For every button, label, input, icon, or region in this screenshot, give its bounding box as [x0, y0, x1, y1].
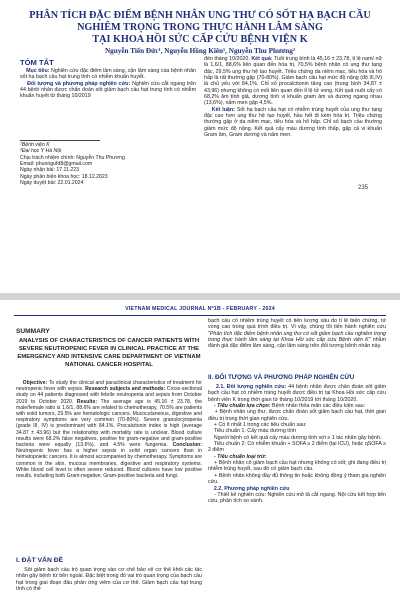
affiliation-2: ²Đại học Y Hà Nội [20, 148, 62, 155]
introduction-heading: I. ĐẶT VẤN ĐỀ [16, 557, 64, 564]
summary-title: ANALYSIS OF CHARACTERISTICS OF CANCER PATIENTS WITH SEVERE NEUTROPENIC FEVER IN CLINICAL PRACTICE AT THE EMERGENCY AND INTENSIVE CARE DEPARTMENT OF VIETNAM NATIONAL CANCER HOSPITAL [17, 338, 201, 368]
period-text: đến tháng 10/2020. [204, 56, 250, 62]
objective-text: Nghiên cứu đặc điểm lâm sàng, cận lâm sàng của bệnh nhân sốt hạ bạch cầu hạt trung tính có nhiễm khuẩn huyết. [20, 68, 196, 81]
conclusion-text: Sốt hạ bạch cầu hạt có nhiễm trùng huyết của ung thư tạng đặc cao hơn ung thư hệ tạo huyết, hầu hết đi kèm hóa trị. Triệu chứng thường gặp ở da niêm mạc, tiêu hóa và hô hấp. Chỉ số bạch cầu thường giảm mức độ nặng. Kết quả cấy máu dương tính thấp, gặp cả vi khuẩn Gram âm, Gram dương và nấm men. [204, 106, 382, 139]
intro-continuation-text: bạch cầu có nhiễm trùng huyết có tiên lượng xấu do tỉ lệ biến chứng, tử vong cao trong quá trình điều trị. Vì vậy, chúng tôi tiến hành nghiên cứu [208, 318, 386, 331]
date-reviewed: Ngày phản biện khoa học: 18.12.2023 [20, 173, 108, 180]
intro-aim-text: nhằm đánh giá đặc điểm lâm sàng, cận lâm sàng trên đối tượng bệnh nhân này. [208, 337, 386, 350]
design-text: - Thiết kế nghiên cứu: Nghiên cứu mô tả cắt ngang. Nội cứu kết hợp tiến cứu, phân tích so sánh. [208, 491, 386, 505]
methods-heading: II. ĐỐI TƯỢNG VÀ PHƯƠNG PHÁP NGHIÊN CỨU [208, 374, 355, 381]
page-separator [0, 293, 400, 300]
summary-conclusion-text: Neutropenic fever has a higher sepsis in solid organ cancers than in hematopoietic cancers. It is almost accompanied by chemotherapy. Symptoms are common in the skin, mucous membranes, digestive and respiratory systems. White blood cell level is often severe reduced. Blood cultures have low positive results, including both Gram-negative; Gram-positive bacteria and fungi. [16, 448, 202, 480]
authors-line: Nguyễn Tiến Đức¹, Nguyễn Hồng Kiên¹, Nguyễn Thu Phương² [104, 47, 295, 55]
abstract-period [204, 56, 382, 107]
introduction-paragraph: Sốt giảm bạch cầu trò quan trọng vào cơ chế bảo vệ cơ thể khỏi các tác nhân gây bệnh từ bên ngoài. Đặc biệt trong đó vai trò quan trọng của bạch cầu hạt trong giai đoạn đầu phản ứng viêm của cơ thể. Giảm bạch cầu hạt trung tính có thể [16, 567, 202, 593]
subjects-text: 44 bệnh nhân được chẩn đoán sốt giảm bạch cầu hạt có nhiễm trùng huyết được điều trị tại Khoa Hồi sức cấp cứu bệnh viện K trong thời gian từ tháng 10/2019 tới tháng 10/2020. [208, 384, 386, 403]
inclusion-label: - Tiêu chuẩn lựa chọn: [213, 403, 271, 410]
article-page-2 [0, 300, 400, 600]
footnote-divider [20, 140, 100, 141]
exclusion-label: - Tiêu chuẩn loại trừ: [213, 453, 267, 460]
summary-methods-label: Research subjects and methods: [85, 386, 166, 393]
summary-conclusion-label: Conclusion: [172, 442, 202, 449]
objective-label: Mục tiêu: [26, 68, 50, 74]
corresponding-author: Chịu trách nhiệm chính: Nguyễn Thu Phương [20, 154, 125, 161]
abstract-left-column [20, 68, 196, 120]
article-title-line-2: NGHIÊM TRỌNG TRONG THỰC HÀNH LÂM SÀNG [77, 22, 323, 33]
article-page-1 [0, 0, 400, 293]
article-title-line-1: PHÂN TÍCH ĐẶC ĐIỂM BỆNH NHÂN UNG THƯ CÓ SỐT HẠ BẠCH CẦU [29, 10, 371, 21]
inclusion-text: Bệnh nhân thỏa mãn các điều kiện sau: [272, 403, 366, 410]
abstract-methods [20, 81, 196, 100]
summary-results-label: Results: [76, 398, 98, 405]
results-text: Tuổi trung bình là 45,16 ± 23,78, tỉ lệ nam/ nữ là 1,6/1, 88,6% liên quan đến hóa trị, 70,5% bệnh nhân có ung thư tạng đặc, 29,5% ung thư hệ tạo huyết. Triệu chứng da niêm mạc, tiêu hóa và hô hấp là rất thường gặp (70-80%). Giảm bạch cầu hạt mức độ nặng (độ III,IV) là chủ yếu với 84,1%. Chỉ số procalcitonin tăng cao (trung bình 34,87 ± 43,96) nhưng không có mối liên quan đến tỉ lệ tử vong. Kết quả nuôi cấy có 68,2% âm tính giả, dương tính vi khuẩn gram âm và dương ngang nhau (13,6%), nấm men gặp 4,5%. [204, 56, 382, 107]
header-rule [14, 315, 386, 316]
abstract-objective [20, 68, 196, 81]
affiliation-1: ¹Bệnh viện K [20, 142, 50, 148]
abstract-right-column [204, 56, 382, 198]
date-accepted: Ngày duyệt bài: 22.01.2024 [20, 180, 84, 187]
footnote-block [20, 142, 196, 186]
subjects-subheading: 2.1. Đối tượng nghiên cứu: [215, 384, 287, 390]
introduction-text [16, 567, 202, 598]
criterion-2: Tiêu chuẩn 2: Có nhiễm khuẩn + SOFA ≥ 2 điểm (tại ICU), hoặc qSOFA ≥ 2 điểm [208, 441, 386, 454]
criterion-1: Tiêu chuẩn 1: Cấy máu dương tính [213, 428, 297, 435]
abstract-heading: TÓM TẮT [20, 58, 54, 67]
summary-results-text: The average age is 45.16 ± 23.78, the male/female ratio is 1.6/1, 88.6% are related to chemotherapy, 70.5% are patients with solid tumors, 29.5% are hematologic cancers. Mucocutaneous, digestive and respiratory symptoms are very common (70-80%). Severe granulocytopenia (grade III, IV) is predominant with 84.1%. Procalcitonin index is high (average 34.87 ± 43.96) but the relationship with mortality rate is unclear. Blood culture results were 68.2% false negatives, positive for gram-negative and gram-positive bacteria were equally (13.6%), and 4.5% were fungemia. [16, 398, 202, 449]
author-email: Email: phuongufd8@gmail.com [20, 161, 93, 168]
summary-methods-text: Cross-sectional study on 44 patients diagnosed with febrile neutropenia and sepsis from October 2019 to October 2020. [16, 386, 202, 405]
summary-objective [16, 380, 202, 479]
summary-heading: SUMMARY [16, 328, 50, 335]
summary-body [16, 380, 202, 552]
article-title-line-3: TẠI KHOA HỒI SỨC CẤP CỨU BỆNH VIỆN K [92, 34, 308, 45]
methods-subheading: 2.2. Phương pháp nghiên cứu [213, 485, 290, 492]
abstract-conclusion [204, 107, 382, 139]
conclusion-label: Kết luận: [211, 106, 235, 113]
methods-label: Đối tượng và phương pháp nghiên cứu: [27, 80, 131, 87]
criterion-1-detail: Người bệnh có kết quả cấy máu dương tính với ≥ 1 tác nhân gây bệnh. [213, 434, 382, 441]
summary-objective-text: To study the clinical and paraclinical characteristics of treatment for neutropenic fever with sepsis. [16, 380, 202, 393]
page-number: 235 [357, 185, 368, 191]
methods-body [208, 384, 386, 598]
journal-running-header: VIETNAM MEDICAL JOURNAL Nº1B - FEBRUARY - 2024 [125, 306, 275, 312]
methods-text: Nghiên cứu cắt ngang trên 44 bệnh nhân được chẩn đoán sốt giảm bạch cầu hạt trung tính có nhiễm khuẩn huyết từ tháng 10/2019 [20, 80, 196, 100]
study-title-quote: "Phân tích đặc điểm bệnh nhân ung thư có sốt giảm bạch cầu nghiêm trọng trong thực hành lâm sàng tại Khoa Hồi sức cấp cứu Bệnh viện K" [208, 330, 386, 344]
intro-continuation [208, 318, 386, 372]
inclusion-bullet-2: + Có ít nhất 1 trong các tiêu chuẩn sau: [213, 422, 307, 429]
date-received: Ngày nhận bài: 17.11.223 [20, 167, 80, 174]
exclusion-2: + Bệnh nhân không đầy đủ thông tin hoặc không đồng ý tham gia nghiên cứu. [208, 472, 386, 486]
results-label: Kết quả: [251, 56, 273, 62]
exclusion-1: + Bệnh nhân có giảm bạch cầu hạt nhưng không có sốt; ghi đang điều trị nhiễm trùng huyết, sau đó có giảm bạch cầu. [208, 460, 386, 473]
summary-objective-label: Objective: [22, 380, 48, 386]
inclusion-bullet-1: + Bệnh nhân ung thư, được chẩn đoán sốt giảm bạch cầu hạt, thời gian điều trị trong thời gian nghiên cứu. [208, 409, 386, 422]
